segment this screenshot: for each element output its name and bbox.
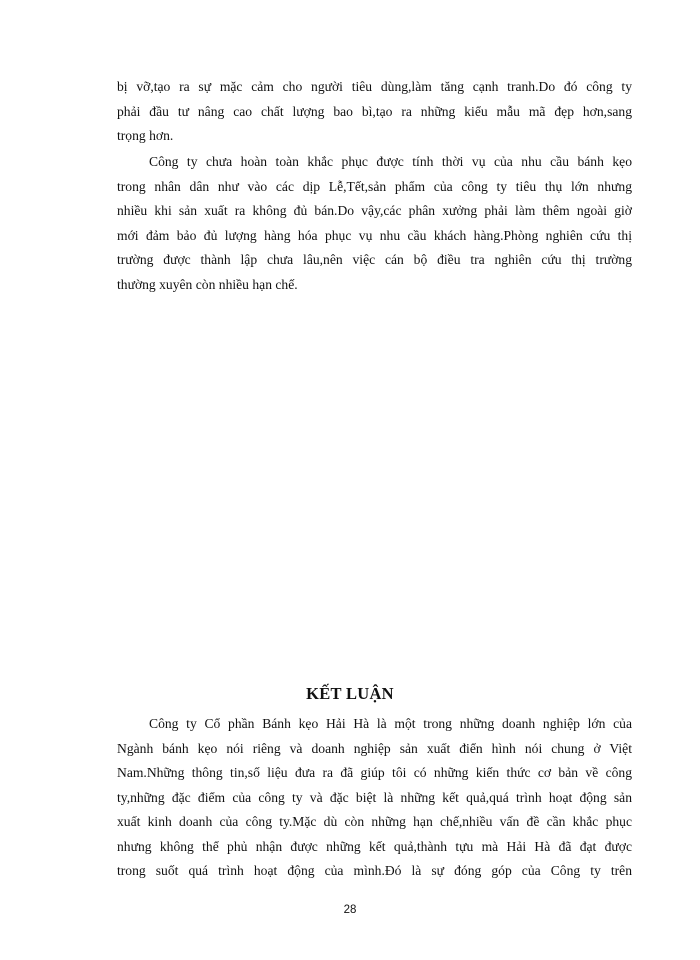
text-line: phải đầu tư nâng cao chất lượng bao bì,tạo ra những kiểu mẫu mã đẹp hơn,sang [117,103,632,119]
text-line: nhiều khi sản xuất ra không đủ bán.Do vậy,các phân xưởng phải làm thêm ngoài giờ [117,203,632,218]
text-line: trường được thành lập chưa lâu,nên việc cán bộ điều tra nghiên cứu thị trường [117,252,632,267]
text-line: bị vỡ,tạo ra sự mặc cảm cho người tiêu dùng,làm tăng cạnh tranh.Do đó công ty [117,79,632,94]
text-line: trong nhân dân như vào các dịp Lễ,Tết,sản phẩm của công ty tiêu thụ lớn nhưng [117,178,632,194]
text-line: Công ty chưa hoàn toàn khắc phục được tính thời vụ của nhu cầu bánh kẹo [149,154,632,169]
text-line: ty,những đặc điểm của công ty và đặc biệt là những kết quả,quá trình hoạt động sản [117,789,632,805]
text-line: Ngành bánh kẹo nói riêng và doanh nghiệp sản xuất điển hình nói chung ở Việt [117,740,632,756]
text-line: thường xuyên còn nhiều hạn chế. [117,276,298,292]
paragraph-conclusion [117,712,632,884]
paragraph-packaging [117,75,632,149]
text-line: trọng hơn. [117,128,174,143]
paragraph-seasonal [117,150,632,297]
text-line: nhưng không thể phủ nhận được những kết quả,thành tựu mà Hải Hà đã đạt được [117,838,632,854]
conclusion-heading: KẾT LUẬN [306,684,394,703]
text-line: mới đảm bảo đủ lượng hàng hóa phục vụ nhu cầu khách hàng.Phòng nghiên cứu thị [117,227,632,243]
text-line: xuất kinh doanh của công ty.Mặc dù còn những hạn chế,nhiều vấn đề cần khắc phục [117,814,632,829]
text-line: Công ty Cổ phần Bánh kẹo Hải Hà là một trong những doanh nghiệp lớn của [149,716,632,731]
text-line: Nam.Những thông tin,số liệu đưa ra đã giúp tôi có những kiến thức cơ bản về công [117,765,632,780]
text-line: trong suốt quá trình hoạt động của mình.Đó là sự đóng góp của Công ty trên [117,863,632,878]
page-number: 28 [343,904,357,916]
